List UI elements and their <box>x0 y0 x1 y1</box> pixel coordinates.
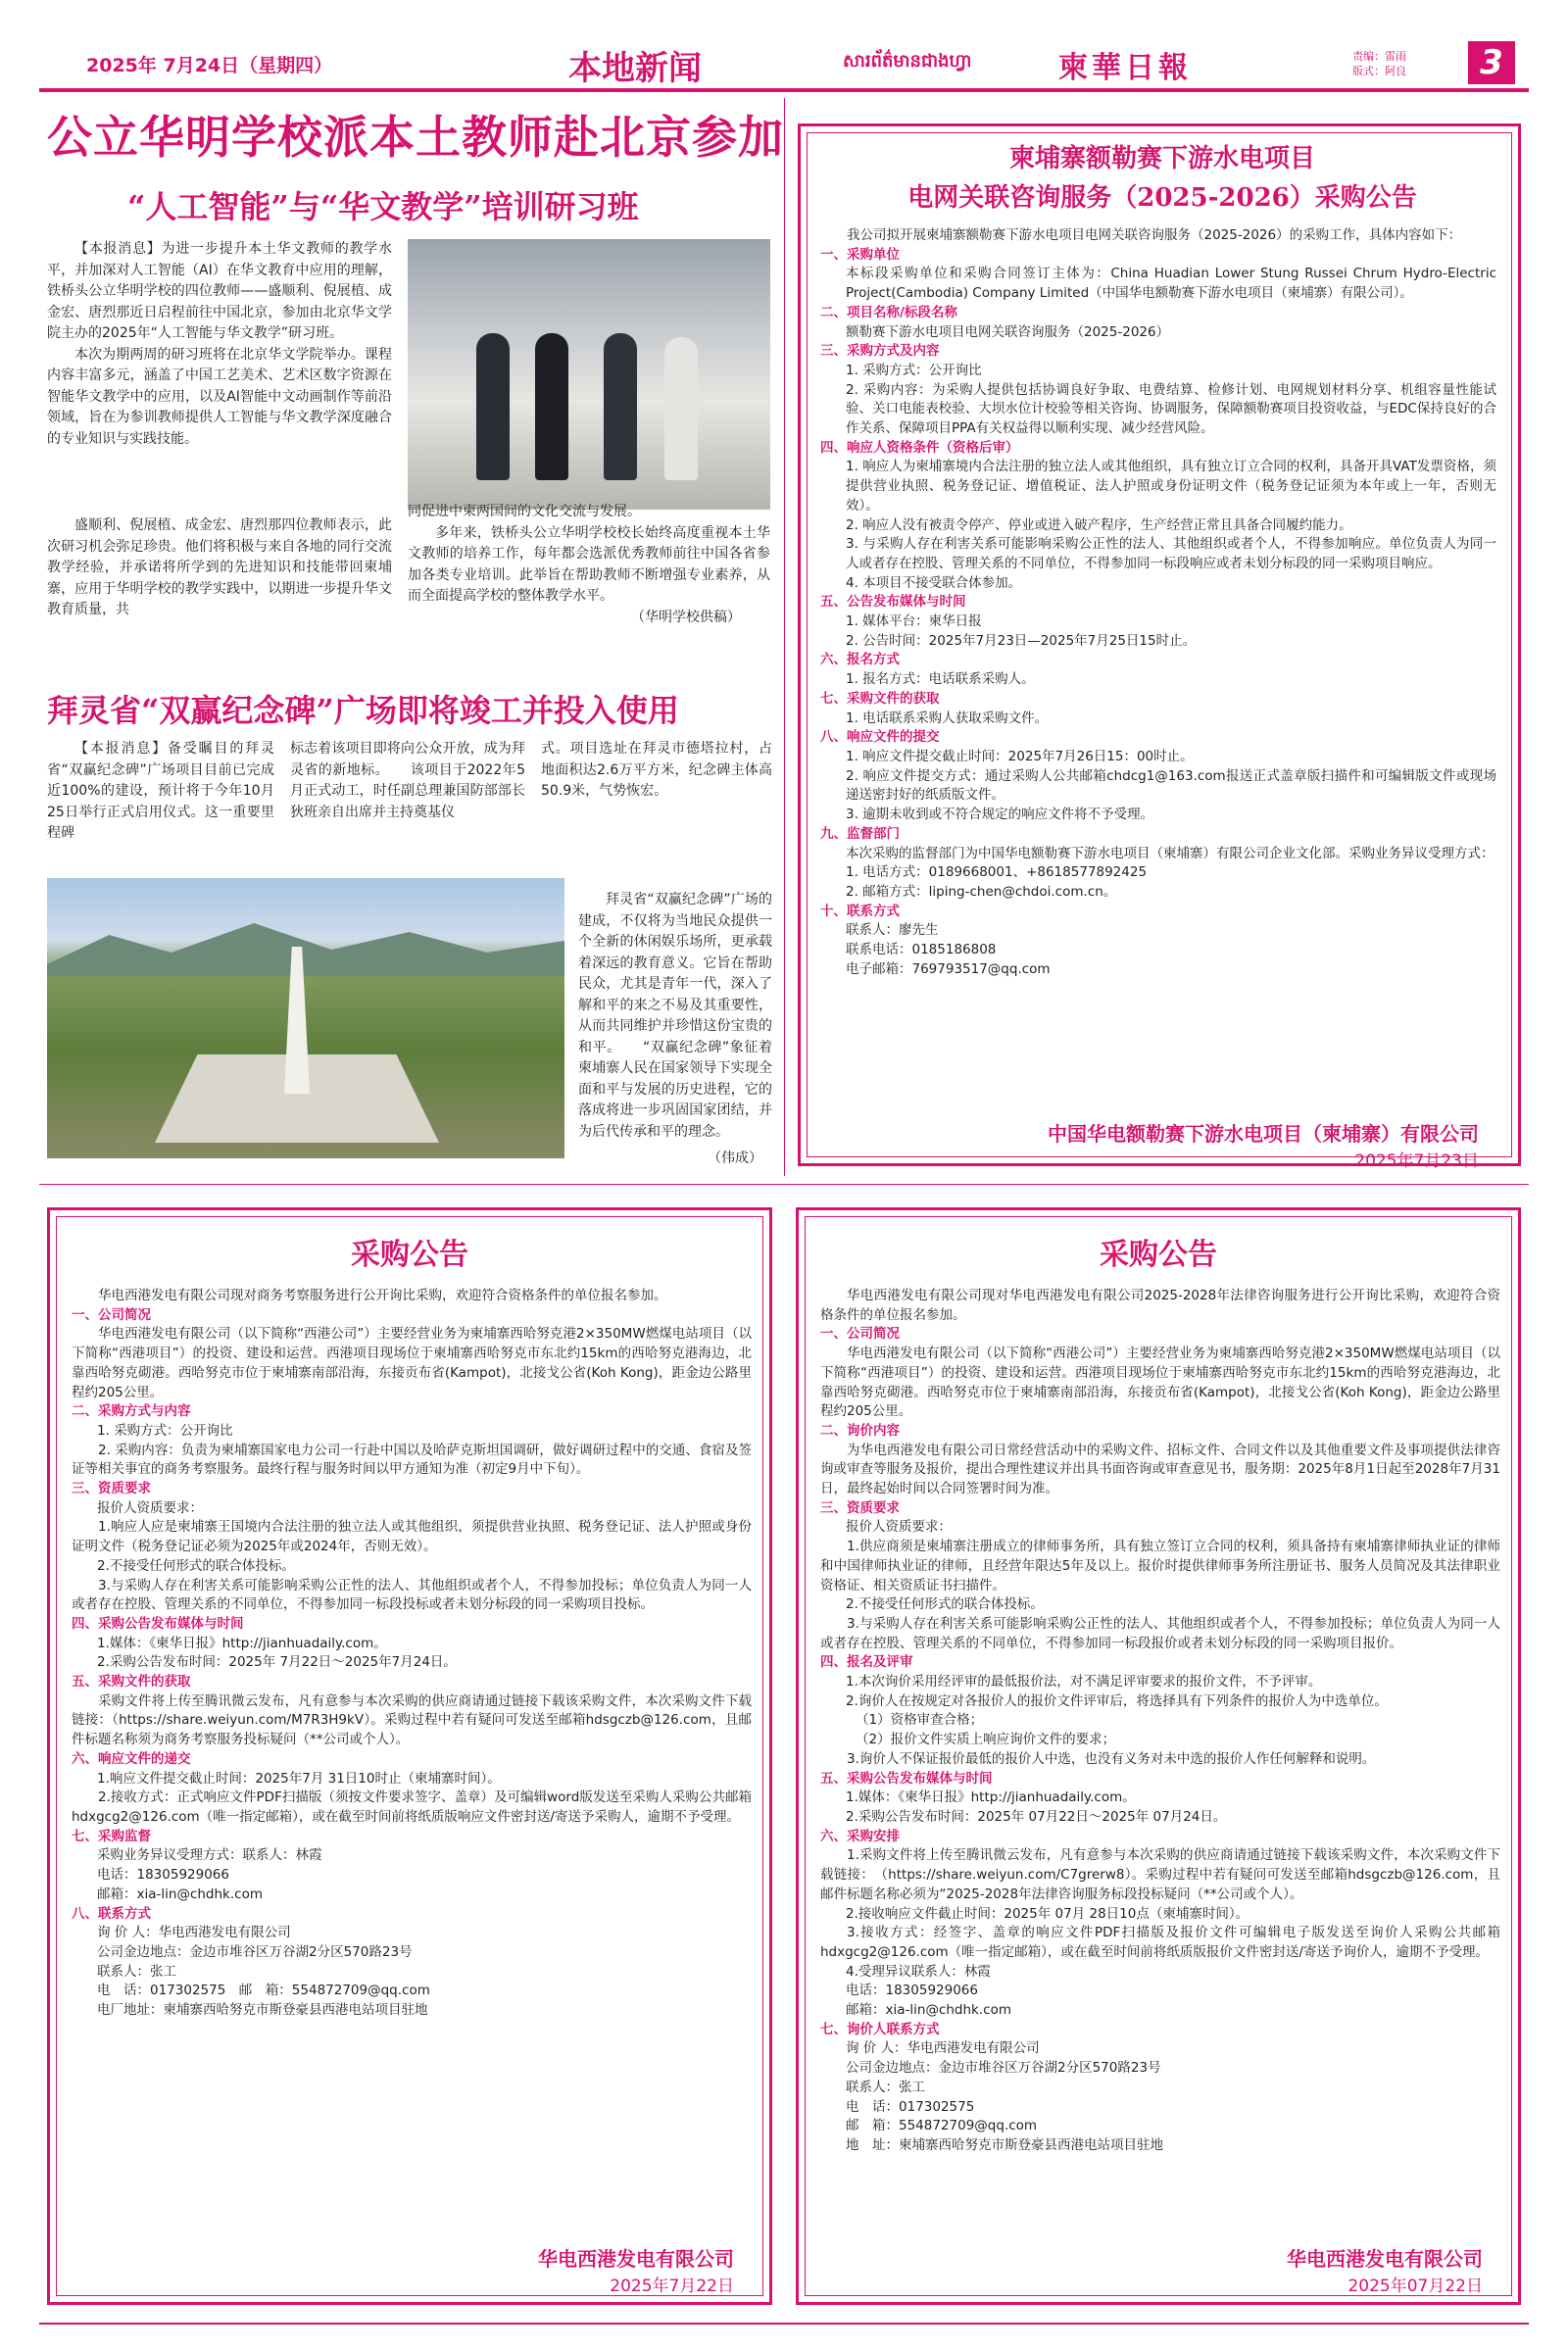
section-divider <box>39 1184 1529 1185</box>
article1-subtitle: “人工智能”与“华文教学”培训研习班 <box>127 188 639 225</box>
notice-line: 电厂地址：柬埔寨西哈努克市斯登豪县西港电站项目驻地 <box>97 2002 428 2019</box>
section-heading: 一、公司简况 <box>820 1326 900 1343</box>
article2-col3: 式。项目选址在拜灵市德塔拉村，占地面积达2.6万平方米，纪念碑主体高50.9米，气势恢宏。 <box>541 741 772 799</box>
article2-credit: （伟成） <box>708 1151 762 1166</box>
notice3-signature <box>1287 2243 1483 2296</box>
newspaper-logo: 柬華日報 <box>1058 51 1192 85</box>
header-rule <box>39 88 1529 92</box>
section-heading: 七、采购监督 <box>72 1828 151 1844</box>
section-heading: 五、采购文件的获取 <box>72 1674 191 1690</box>
section-heading: 六、报名方式 <box>820 652 900 668</box>
notice-line: 1.媒体：《柬华日报》http://jianhuadaily.com。 <box>846 1789 1136 1806</box>
notice-line: 报价人资质要求： <box>846 1519 952 1536</box>
section-heading: 十、联系方式 <box>820 903 900 919</box>
notice-line: 华电西港发电有限公司（以下简称“西港公司”）主要经营业务为柬埔寨西哈努克港2×350MW燃煤电站项目（以下简称“西港项目”）的投资、建设和运营。西港项目现场位于柬埔寨西哈努克市东北约15km的西哈努克港海边，北靠西哈努克砌港。西哈努克市位于柬埔寨南部沿海，东接贡布省(Kampot)，北接戈公省(Koh Kong)，距金边公路里程约205公里。 <box>820 1346 1500 1420</box>
notice-line: 公司金边地点：金边市堆谷区万谷湖2分区570路23号 <box>846 2060 1161 2077</box>
notice2-title: 采购公告 <box>351 1238 468 1272</box>
notice3-body <box>820 1287 1500 2156</box>
notice-line: 华电西港发电有限公司现对商务考察服务进行公开询比采购，欢迎符合资格条件的单位报名参加。 <box>98 1288 667 1303</box>
notice-line: 公司金边地点：金边市堆谷区万谷湖2分区570路23号 <box>97 1943 413 1960</box>
notice-line: 联系人：张工 <box>97 1963 176 1980</box>
notice2-body <box>72 1287 752 2021</box>
khmer-masthead: សារព័ត៌មានជាងហ្វា <box>843 51 972 72</box>
editor-label: 责编：雷雨 <box>1352 50 1406 63</box>
section-heading: 五、采购公告发布媒体与时间 <box>820 1770 993 1787</box>
notice-line: 2.接收响应文件截止时间：2025年 07月 28日10点（柬埔寨时间）。 <box>846 1905 1250 1922</box>
notice2-date: 2025年7月22日 <box>610 2277 734 2296</box>
notice-line: 联系人：廖先生 <box>846 922 939 939</box>
notice-line: 2.采购公告发布时间：2025年 07月22日～2025年 07月24日。 <box>846 1808 1227 1825</box>
notice-line: 询 价 人：华电西港发电有限公司 <box>97 1925 291 1941</box>
notice1-company: 中国华电额勒赛下游水电项目（柬埔寨）有限公司 <box>1048 1122 1479 1146</box>
notice-line: 2. 采购内容：为采购人提供包括协调良好争取、电费结算、检修计划、电网规划材料分享、机组容量性能试验、关口电能表校验、大坝水位计校验等相关咨询、协调服务，保障额勒赛项目投资收益，与EDC保持良好的合作关系、保障项目PPA有关权益得以顺利实现、减少经营风险。 <box>846 381 1496 437</box>
section-heading: 三、资质要求 <box>820 1499 900 1516</box>
notice-line: 3.与采购人存在利害关系可能影响采购公正性的法人、其他组织或者个人，不得参加投标；单位负责人为同一人或者存在控股、管理关系的不同单位，不得参加同一标段投标或者未划分标段的同一采购项目投标。 <box>72 1577 752 1613</box>
notice-line: 联系电话：0185186808 <box>846 942 997 958</box>
notice-line: 2.采购公告发布时间：2025年 7月22日～2025年7月24日。 <box>97 1654 457 1671</box>
article1-para3: 盛顺利、倪展植、成金宏、唐烈那四位教师表示，此次研习机会弥足珍贵。他们将积极与来自各地的同行交流教学经验，并承诺将所学到的先进知识和技能带回柬埔寨，应用于华明学校的教学实践中，以期进一步提升华文教育质量，共 <box>47 517 392 617</box>
layout-label: 版式：阿良 <box>1352 65 1406 77</box>
article2-col2: 标志着该项目即将向公众开放，成为拜灵省的新地标。 该项目于2022年5月正式动工，时任副总理兼国防部部长狄班亲自出席并主持奠基仪 <box>290 741 525 820</box>
article1-body-top <box>47 239 392 450</box>
notice-line: 4.受理异议联系人：林霞 <box>846 1963 991 1980</box>
notice-line: 1.本次询价采用经评审的最低报价法，对不满足评审要求的报价文件，不予评审。 <box>846 1674 1322 1690</box>
editor-credits <box>1352 49 1406 78</box>
notice-line: 电话：18305929066 <box>846 1983 978 1999</box>
section-heading: 五、公告发布媒体与时间 <box>820 594 966 611</box>
notice-line: 本标段采购单位和采购合同签订主体为：China Huadian Lower Stung Russei Chrum Hydro-Electric Project(Cambodia) Company Limited（中国华电额勒赛下游水电项目（柬埔寨）有限公司）。 <box>846 266 1496 302</box>
notice-line: 电子邮箱：769793517@qq.com <box>846 960 1051 977</box>
notice3-box <box>796 1207 1521 2305</box>
article2-title: 拜灵省“双赢纪念碑”广场即将竣工并投入使用 <box>47 692 679 729</box>
section-heading: 三、采购方式及内容 <box>820 343 940 360</box>
article2-col1: 【本报消息】备受瞩目的拜灵省“双赢纪念碑”广场项目目前已完成近100%的建设，预计将于今年10月25日举行正式启用仪式。这一重要里程碑 <box>47 741 274 841</box>
section-heading: 三、资质要求 <box>72 1481 151 1497</box>
notice-line: 华电西港发电有限公司现对华电西港发电有限公司2025-2028年法律咨询服务进行公开询比采购，欢迎符合资格条件的单位报名参加。 <box>820 1288 1500 1323</box>
notice1-title-line2: 电网关联咨询服务（2025-2026）采购公告 <box>907 183 1417 213</box>
notice-line: 3. 与采购人存在利害关系可能影响采购公正性的法人、其他组织或者个人，不得参加响应。单位负责人为同一人或者存在控股、管理关系的不同单位，不得参加同一标段响应或者未划分标段的同一采购项目响应。 <box>846 536 1496 571</box>
page-number: 3 <box>1468 41 1515 84</box>
article1-credit: （华明学校供稿） <box>631 609 741 625</box>
notice-line: 2. 公告时间：2025年7月23日—2025年7月25日15时止。 <box>846 632 1197 649</box>
section-heading: 一、采购单位 <box>820 246 900 263</box>
section-heading: 七、采购文件的获取 <box>820 690 940 707</box>
notice-line: 2.不接受任何形式的联合体投标。 <box>846 1596 1044 1613</box>
section-heading: 九、监督部门 <box>820 825 900 842</box>
notice1-box <box>798 123 1521 1171</box>
section-heading: 二、采购方式与内容 <box>72 1403 191 1420</box>
section-heading: 四、报名及评审 <box>820 1654 913 1671</box>
notice-line: 4. 本项目不接受联合体参加。 <box>846 574 1022 591</box>
section-heading: 一、公司简况 <box>72 1306 151 1323</box>
article2-col4 <box>578 890 772 1170</box>
notice-line: 电 话：017302575 邮 箱：554872709@qq.com <box>97 1983 430 1999</box>
notice-line: 1.响应人应是柬埔寨王国境内合法注册的独立法人或其他组织，须提供营业执照、税务登记证、法人护照或身份证明文件（税务登记证必须为2025年或2024年，否则无效）。 <box>72 1519 752 1555</box>
notice3-company: 华电西港发电有限公司 <box>1287 2247 1483 2271</box>
article1-title: 公立华明学校派本土教师赴北京参加 <box>47 111 784 164</box>
notice-line: 1. 响应文件提交截止时间：2025年7月26日15：00时止。 <box>846 748 1194 764</box>
article1-para4: 同促进中柬两国间的文化交流与发展。 <box>408 504 641 519</box>
notice3-date: 2025年07月22日 <box>1348 2277 1483 2296</box>
notice-line: 1.供应商须是柬埔寨注册成立的律师事务所，具有独立签订立合同的权利，须具备持有柬埔寨律师执业证的律师和中国律师执业证的律师，且经营年限达5年及以上。报价时提供律师事务所注册证书、服务人员简况及其法律职业资格证、相关资质证书扫描件。 <box>820 1539 1500 1593</box>
notice-line: （2）报价文件实质上响应询价文件的要求； <box>856 1732 1116 1748</box>
article1-body-mid <box>47 515 392 621</box>
notice-line: 1. 电话方式：0189668001、+8618577892425 <box>846 864 1148 881</box>
notice3-title: 采购公告 <box>1100 1238 1217 1272</box>
notice-line: 额勒赛下游水电项目电网关联咨询服务（2025-2026） <box>846 323 1170 340</box>
notice-line: 电话：18305929066 <box>97 1867 229 1884</box>
notice-line: 1.响应文件提交截止时间：2025年7月 31日10时止（柬埔寨时间）。 <box>97 1770 501 1787</box>
notice2-company: 华电西港发电有限公司 <box>538 2247 734 2271</box>
notice-line: 为华电西港发电有限公司日常经营活动中的采购文件、招标文件、合同文件以及其他重要文件及事项提供法律咨询或审查等服务及报价，提出合理性建议并出具书面咨询或审查意见书，服务期：2025年8月1日起至2028年7月31日，最终起始时间以合同签署时间为准。 <box>820 1442 1500 1497</box>
article1-body-right <box>408 502 770 628</box>
section-heading: 二、询价内容 <box>820 1422 900 1439</box>
notice-line: 3.与采购人存在利害关系可能影响采购公正性的法人、其他组织或者个人，不得参加投标；单位负责人为同一人或者存在控股、管理关系的不同单位，不得参加同一标段报价或者未划分标段的同一采购项目报价。 <box>820 1615 1500 1651</box>
notice-line: 1. 采购方式：公开询比 <box>846 362 982 378</box>
notice-line: 联系人：张工 <box>846 2079 925 2095</box>
notice-line: 2. 响应人没有被责令停产、停业或进入破产程序，生产经营正常且具备合同履约能力。 <box>846 516 1352 533</box>
notice-line: 2.询价人在按规定对各报价人的报价文件评审后，将选择具有下列条件的报价人为中选单位。 <box>846 1692 1388 1709</box>
notice-line: 1. 媒体平台：柬华日报 <box>846 613 982 630</box>
notice-line: 1. 采购方式：公开询比 <box>97 1422 233 1439</box>
notice-line: 邮 箱：554872709@qq.com <box>846 2118 1038 2134</box>
notice-line: 本次采购的监督部门为中国华电额勒赛下游水电项目（柬埔寨）有限公司企业文化部。采购业务异议受理方式： <box>846 845 1494 861</box>
notice-line: 询 价 人：华电西港发电有限公司 <box>846 2040 1040 2057</box>
notice-line: 2.接收方式：正式响应文件PDF扫描版（须按文件要求签字、盖章）及可编辑word版发送至采购人采购公共邮箱hdxgcg2@126.com（唯一指定邮箱），或在截至时间前将纸质版响应文件密封送/寄送予采购人，逾期不予受理。 <box>72 1789 752 1825</box>
notice-line: 我公司拟开展柬埔寨额勒赛下游水电项目电网关联咨询服务（2025-2026）的采购工作，具体内容如下： <box>847 227 1462 243</box>
section-heading: 四、采购公告发布媒体与时间 <box>72 1615 244 1632</box>
notice-line: 3.接收方式：经签字、盖章的响应文件PDF扫描版及报价文件可编辑电子版发送至询价人采购公共邮箱hdxgcg2@126.com（唯一指定邮箱），或在截至时间前将纸质版报价文件密封送/寄送予询价人，逾期不予受理。 <box>820 1925 1500 1960</box>
section-heading: 六、采购安排 <box>820 1828 900 1844</box>
notice-line: 报价人资质要求： <box>97 1499 203 1516</box>
notice-line: 2. 邮箱方式：liping-chen@chdoi.com.cn。 <box>846 883 1117 900</box>
notice-line: 1. 响应人为柬埔寨境内合法注册的独立法人或其他组织，具有独立订立合同的权利，具备开具VAT发票资格，须提供营业执照、税务登记证、增值税证、法人护照或身份证明文件（税务登记证须为本年或上一年，否则无效）。 <box>846 459 1496 514</box>
section-heading: 八、响应文件的提交 <box>820 729 940 746</box>
notice2-box <box>47 1207 772 2305</box>
section-heading: 八、联系方式 <box>72 1905 151 1922</box>
monument-photo <box>47 878 564 1158</box>
notice-line: （1）资格审查合格； <box>856 1712 984 1729</box>
section-heading: 二、项目名称/标段名称 <box>820 304 957 320</box>
notice1-body <box>820 226 1496 979</box>
article1-para2: 本次为期两周的研习班将在北京华文学院举办。课程内容丰富多元，涵盖了中国工艺美术、艺术区数字资源在智能华文教学中的应用，以及AI智能中文动画制作等前沿领域，旨在为参训教师提供人工智能与华文教学深度融合的专业知识与实践技能。 <box>47 346 392 447</box>
notice-line: 1.采购文件将上传至腾讯微云发布，凡有意参与本次采购的供应商请通过链接下载该采购文件，本次采购文件下载链接： （https://share.weiyun.com/C7grerw8）。采购过程中若有疑问可发送至邮箱hdsgczb@126.com，且邮件标题名称必须为“2025-2028年法律咨询服务标段投标疑问（**公司或个人）。 <box>820 1847 1500 1902</box>
notice-line: 邮箱：xia-lin@chdhk.com <box>846 2002 1011 2019</box>
column-divider <box>784 98 785 1176</box>
notice-line: 电 话：017302575 <box>846 2098 975 2115</box>
article2-para4: 拜灵省“双赢纪念碑”广场的建成，不仅将为当地民众提供一个全新的休闲娱乐场所，更承载着深远的教育意义。它旨在帮助民众，尤其是青年一代，深入了解和平的来之不易及其重要性，从而共同维护并珍惜这份宝贵的和平。 “双赢纪念碑”象征着柬埔寨人民在国家领导下实现全面和平与发展的历史进程，它的落成将进一步巩固国家团结，并为后代传承和平的理念。 <box>578 892 772 1140</box>
article1-para1: 【本报消息】为进一步提升本土华文教师的教学水平，并加深对人工智能（AI）在华文教育中应用的理解，铁桥头公立华明学校的四位教师——盛顺利、倪展植、成金宏、唐烈那近日启程前往中国北京，参加由北京华文学院主办的2025年“人工智能与华文教学”研习班。 <box>47 241 392 341</box>
article1-para5: 多年来，铁桥头公立华明学校校长始终高度重视本土华文教师的培养工作，每年都会选派优秀教师前往中国各省参加各类专业培训。此举旨在帮助教师不断增强专业素养，从而全面提高学校的整体教学水平。 <box>408 524 770 604</box>
section-heading: 七、询价人联系方式 <box>820 2021 940 2037</box>
notice-line: 3. 逾期未收到或不符合规定的响应文件将不予受理。 <box>846 807 1154 823</box>
issue-date: 2025年 7月24日（星期四） <box>86 55 333 76</box>
notice-line: 1. 电话联系采购人获取采购文件。 <box>846 710 1049 726</box>
notice-line: 1. 报名方式：电话联系采购人。 <box>846 671 1035 688</box>
notice-line: 采购文件将上传至腾讯微云发布，凡有意参与本次采购的供应商请通过链接下载该采购文件，本次采购文件下载链接：（https://share.weiyun.com/M7R3H9kV）。采购过程中若有疑问可发送至邮箱hdsgczb@126.com，且邮件标题名称须为商务考察服务投标疑问（**公司或个人）。 <box>72 1692 752 1748</box>
notice-line: 采购业务异议受理方式：联系人：林霞 <box>97 1847 322 1864</box>
notice-line: 3.询价人不保证报价最低的报价人中选，也没有义务对未中选的报价人作任何解释和说明。 <box>847 1750 1376 1767</box>
notice-line: 2.不接受任何形式的联合体投标。 <box>97 1557 295 1574</box>
notice-line: 邮箱：xia-lin@chdhk.com <box>97 1886 263 1902</box>
notice1-date: 2025年7月23日 <box>1354 1152 1479 1171</box>
section-title: 本地新闻 <box>568 49 702 88</box>
notice-line: 2. 响应文件提交方式：通过采购人公共邮箱chdcg1@163.com报送正式盖章版扫描件和可编辑版文件或现场递送密封好的纸质版文件。 <box>846 767 1496 804</box>
section-heading: 四、响应人资格条件（资格后审） <box>820 439 1019 456</box>
notice2-signature <box>538 2243 734 2296</box>
footer-rule <box>39 2323 1529 2325</box>
notice-line: 华电西港发电有限公司（以下简称“西港公司”）主要经营业务为柬埔寨西哈努克港2×350MW燃煤电站项目（以下简称“西港项目”）的投资、建设和运营。西港项目现场位于柬埔寨西哈努克市东北约15km的西哈努克港海边，北靠西哈努克砌港。西哈努克市位于柬埔寨南部沿海，东接贡布省(Kampot)，北接戈公省(Koh Kong)，距金边公路里程约205公里。 <box>72 1326 752 1400</box>
notice1-title-line1: 柬埔寨额勒赛下游水电项目 <box>1008 144 1315 173</box>
notice1-signature <box>1048 1118 1479 1171</box>
notice-line: 1.媒体：《柬华日报》http://jianhuadaily.com。 <box>97 1635 387 1651</box>
page-header <box>39 41 1529 86</box>
teachers-photo <box>408 239 770 510</box>
notice-line: 地 址：柬埔寨西哈努克市斯登豪县西港电站项目驻地 <box>846 2136 1163 2153</box>
notice-line: 2. 采购内容：负责为柬埔寨国家电力公司一行赴中国以及哈萨克斯坦国调研，做好调研过程中的交通、食宿及签证等相关事宜的商务考察服务。最终行程与服务时间以甲方通知为准（初定9月中下旬）。 <box>72 1442 752 1478</box>
section-heading: 六、响应文件的递交 <box>72 1750 191 1767</box>
